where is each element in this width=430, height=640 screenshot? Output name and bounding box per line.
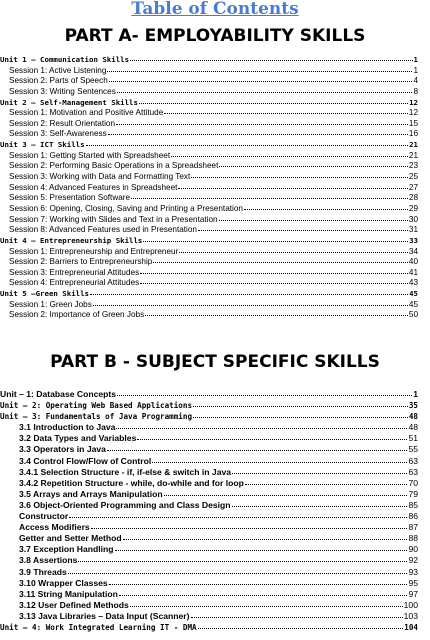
toc-entry-page: 51 xyxy=(408,433,418,444)
dot-leader xyxy=(152,462,407,463)
toc-entry[interactable] xyxy=(0,204,430,215)
toc-entry[interactable] xyxy=(0,247,430,258)
toc-entry-page: 12 xyxy=(409,97,418,107)
dot-leader xyxy=(193,417,408,418)
toc-entry-title: Session 1: Active Listening xyxy=(9,65,107,75)
dot-leader xyxy=(232,506,408,507)
toc-entry-page: 90 xyxy=(408,544,418,555)
dot-leader xyxy=(198,230,408,231)
dot-leader xyxy=(179,252,408,253)
toc-entry-page: 1 xyxy=(413,65,418,75)
toc-entry-page: 100 xyxy=(403,599,418,610)
dot-leader xyxy=(130,60,413,61)
dot-leader xyxy=(232,473,407,474)
toc-entry-title: 3.12 User Defined Methods xyxy=(19,599,129,610)
toc-entry[interactable] xyxy=(0,268,430,279)
toc-entry-title: Session 2: Performing Basic Operations in a Spreadsheet xyxy=(9,161,219,171)
dot-leader xyxy=(131,198,408,199)
toc-entry-title: Session 3: Entrepreneurial Attitudes xyxy=(9,267,140,277)
toc-entry-page: 63 xyxy=(408,466,418,477)
toc-entry[interactable] xyxy=(0,578,430,589)
toc-entry[interactable] xyxy=(0,215,430,226)
dot-leader xyxy=(119,595,408,596)
toc-entry-title: Session 4: Advanced Features in Spreadsheet xyxy=(9,182,178,192)
toc-entry-title: Session 1: Green Jobs xyxy=(9,299,92,309)
dot-leader xyxy=(171,156,408,157)
dot-leader xyxy=(245,484,408,485)
toc-title: Table of Contents xyxy=(131,0,299,19)
toc-entry-page: 27 xyxy=(408,182,418,192)
toc-entry-page: 93 xyxy=(408,566,418,577)
dot-leader xyxy=(116,428,407,429)
dot-leader xyxy=(191,177,408,178)
toc-entry-page: 86 xyxy=(408,511,418,522)
toc-entry[interactable] xyxy=(0,193,430,204)
toc-entry-page: 34 xyxy=(408,246,418,256)
toc-entry-page: 12 xyxy=(408,108,418,118)
toc-entry-page: 103 xyxy=(403,610,418,621)
toc-entry-page: 87 xyxy=(408,522,418,533)
toc-entry-page: 41 xyxy=(408,267,418,277)
dot-leader xyxy=(116,124,408,125)
toc-entry[interactable] xyxy=(0,300,430,311)
toc-entry[interactable] xyxy=(0,151,430,162)
dot-leader xyxy=(139,103,408,104)
toc-entry-title: Unit 3 – ICT Skills xyxy=(0,140,85,150)
dot-leader xyxy=(164,113,408,114)
toc-entry-page: 70 xyxy=(408,477,418,488)
dot-leader xyxy=(109,584,408,585)
toc-entry-page: 25 xyxy=(408,172,418,182)
toc-entry[interactable] xyxy=(0,511,430,522)
toc-entry-title: Session 2: Parts of Speech xyxy=(9,76,108,86)
toc-entry-page: 35 xyxy=(408,401,418,411)
toc-entry-title: 3.7 Exception Handling xyxy=(19,544,114,555)
toc-entry-page: 15 xyxy=(408,118,418,128)
toc-entry-page: 1 xyxy=(413,389,418,399)
dot-leader xyxy=(107,71,412,72)
toc-entry-title: Session 6: Opening, Closing, Saving and Printing a Presentation xyxy=(9,203,243,213)
toc-entry-page: 88 xyxy=(408,533,418,544)
toc-entry[interactable] xyxy=(0,225,430,236)
toc-entry[interactable] xyxy=(0,489,430,500)
dot-leader xyxy=(145,315,408,316)
toc-entry-page: 28 xyxy=(408,193,418,203)
toc-entry[interactable] xyxy=(0,478,430,489)
toc-entry-page: 8 xyxy=(413,86,418,96)
dot-leader xyxy=(108,134,408,135)
toc-entry[interactable] xyxy=(0,55,430,66)
toc-entry-title: Session 8: Advanced Features used in Presentation xyxy=(9,225,197,235)
toc-entry[interactable] xyxy=(0,544,430,555)
toc-entry[interactable] xyxy=(0,108,430,119)
toc-entry[interactable] xyxy=(0,433,430,444)
toc-entry-page: 95 xyxy=(408,577,418,588)
toc-entry-title: Unit – 3: Fundamentals of Java Programming xyxy=(0,412,193,422)
toc-entry-page: 92 xyxy=(408,555,418,566)
toc-entry-title: Getter and Setter Method xyxy=(19,533,122,544)
toc-entry-page: 4 xyxy=(413,76,418,86)
dot-leader xyxy=(191,617,403,618)
toc-entry-page: 85 xyxy=(408,499,418,510)
dot-leader xyxy=(130,606,403,607)
toc-entry-page: 97 xyxy=(408,588,418,599)
toc-entry[interactable] xyxy=(0,66,430,77)
dot-leader xyxy=(164,495,408,496)
toc-entry-title: 3.4.1 Selection Structure - if, if-else & switch in Java xyxy=(19,466,232,477)
dot-leader xyxy=(69,517,407,518)
dot-leader xyxy=(219,166,408,167)
toc-entry-title: 3.5 Arrays and Arrays Manipulation xyxy=(19,488,163,499)
toc-entry[interactable] xyxy=(0,278,430,289)
toc-entry-title: Session 1: Motivation and Positive Attitude xyxy=(9,108,164,118)
dot-leader xyxy=(219,220,408,221)
toc-entry-page: 43 xyxy=(408,278,418,288)
toc-entry-page: 33 xyxy=(409,235,418,245)
toc-entry-title: Unit 5 –Green Skills xyxy=(0,289,89,299)
dot-leader xyxy=(123,539,408,540)
toc-entry[interactable] xyxy=(0,467,430,478)
dot-leader xyxy=(78,561,407,562)
toc-entry-title: 3.10 Wrapper Classes xyxy=(19,577,108,588)
toc-entry-title: Unit – 2: Operating Web Based Applications xyxy=(0,401,193,411)
toc-entry[interactable] xyxy=(0,567,430,578)
toc-entry[interactable] xyxy=(0,400,430,411)
toc-entry[interactable] xyxy=(0,600,430,611)
toc-entry-title: Unit 1 – Communication Skills xyxy=(0,55,130,64)
part-a-toc-list xyxy=(0,55,430,321)
dot-leader xyxy=(68,573,408,574)
toc-entry[interactable] xyxy=(0,422,430,433)
toc-entry-page: 29 xyxy=(408,203,418,213)
toc-entry[interactable] xyxy=(0,87,430,98)
part-a-heading: PART A- EMPLOYABILITY SKILLS xyxy=(64,26,366,46)
toc-entry-page: 31 xyxy=(408,225,418,235)
toc-entry[interactable] xyxy=(0,183,430,194)
toc-entry-page: 23 xyxy=(408,161,418,171)
dot-leader xyxy=(178,188,407,189)
toc-entry[interactable] xyxy=(0,522,430,533)
toc-entry-title: 3.1 Introduction to Java xyxy=(19,422,116,433)
toc-entry-title: Session 3: Self-Awareness xyxy=(9,129,107,139)
dot-leader xyxy=(244,209,408,210)
dot-leader xyxy=(117,92,413,93)
toc-entry-page: 21 xyxy=(408,150,418,160)
toc-entry-title: Session 3: Working with Data and Formatting Text xyxy=(9,172,191,182)
toc-entry-title: 3.4.2 Repetition Structure - while, do-while and for loop xyxy=(19,477,244,488)
toc-entry-title: Session 2: Importance of Green Jobs xyxy=(9,310,145,320)
dot-leader xyxy=(86,145,409,146)
toc-entry-page: 48 xyxy=(408,412,418,422)
toc-entry[interactable] xyxy=(0,589,430,600)
dot-leader xyxy=(193,406,408,407)
toc-entry-title: Session 4: Entrepreneurial Attitudes xyxy=(9,278,140,288)
toc-entry-title: Session 2: Result Orientation xyxy=(9,118,116,128)
toc-entry-title: Session 2: Barriers to Entrepreneurship xyxy=(9,257,153,267)
toc-entry-page: 63 xyxy=(408,455,418,466)
toc-entry-title: 3.3 Operators in Java xyxy=(19,444,106,455)
dot-leader xyxy=(107,450,408,451)
toc-entry[interactable] xyxy=(0,98,430,109)
toc-entry[interactable] xyxy=(0,622,430,633)
toc-entry[interactable] xyxy=(0,236,430,247)
toc-entry-title: 3.4 Control Flow/Flow of Control xyxy=(19,455,152,466)
toc-entry[interactable] xyxy=(0,129,430,140)
toc-entry[interactable] xyxy=(0,140,430,151)
toc-entry[interactable] xyxy=(0,555,430,566)
toc-entry-title: 3.6 Object-Oriented Programming and Class Design xyxy=(19,499,231,510)
toc-entry-page: 55 xyxy=(408,444,418,455)
dot-leader xyxy=(91,528,408,529)
toc-entry-page: 48 xyxy=(408,422,418,433)
toc-entry-title: 3.11 String Manipulation xyxy=(19,588,118,599)
toc-entry-title: Unit – 1: Database Concepts xyxy=(0,389,117,399)
toc-entry-page: 45 xyxy=(408,299,418,309)
part-b-heading: PART B - SUBJECT SPECIFIC SKILLS xyxy=(50,352,380,372)
toc-entry-page: 1 xyxy=(413,55,418,64)
toc-entry[interactable] xyxy=(0,500,430,511)
dot-leader xyxy=(115,550,408,551)
toc-entry-page: 50 xyxy=(408,310,418,320)
toc-entry[interactable] xyxy=(0,161,430,172)
dot-leader xyxy=(153,262,408,263)
toc-entry-title: Constructor xyxy=(19,511,69,522)
dot-leader xyxy=(90,294,408,295)
toc-entry-title: Session 1: Entrepreneurship and Entrepreneur xyxy=(9,246,179,256)
toc-entry-page: 104 xyxy=(404,622,418,632)
dot-leader xyxy=(137,439,407,440)
toc-entry-title: 3.9 Threads xyxy=(19,566,67,577)
toc-entry-title: Session 1: Getting Started with Spreadsheet xyxy=(9,150,171,160)
toc-entry[interactable] xyxy=(0,456,430,467)
toc-entry-title: Unit – 4: Work Integrated Learning IT - DMA xyxy=(0,622,197,632)
toc-entry-page: 40 xyxy=(408,257,418,267)
toc-entry-title: Session 7: Working with Slides and Text in a Presentation xyxy=(9,214,218,224)
dot-leader xyxy=(117,395,412,396)
dot-leader xyxy=(198,628,404,629)
toc-entry[interactable] xyxy=(0,257,430,268)
toc-entry-title: Unit 4 – Entrepreneurship Skills xyxy=(0,235,143,245)
toc-entry-title: Unit 2 – Self-Management Skills xyxy=(0,97,138,107)
toc-entry[interactable] xyxy=(0,444,430,455)
toc-entry-page: 45 xyxy=(409,289,418,299)
toc-entry[interactable] xyxy=(0,119,430,130)
toc-entry-page: 21 xyxy=(409,140,418,150)
toc-entry[interactable] xyxy=(0,611,430,622)
toc-entry-title: Access Modifiers xyxy=(19,522,90,533)
toc-entry-page: 16 xyxy=(408,129,418,139)
toc-entry[interactable] xyxy=(0,389,430,400)
dot-leader xyxy=(143,241,408,242)
toc-entry-title: 3.8 Assertions xyxy=(19,555,78,566)
toc-entry[interactable] xyxy=(0,76,430,87)
toc-entry[interactable] xyxy=(0,289,430,300)
dot-leader xyxy=(93,305,408,306)
toc-entry-title: Session 3: Writing Sentences xyxy=(9,86,116,96)
toc-entry-title: Session 5: Presentation Software xyxy=(9,193,131,203)
toc-entry[interactable] xyxy=(0,411,430,422)
dot-leader xyxy=(140,273,408,274)
toc-entry-title: 3.13 Java Libraries – Data Input (Scanner) xyxy=(19,610,190,621)
dot-leader xyxy=(140,283,408,284)
toc-entry-page: 79 xyxy=(408,488,418,499)
dot-leader xyxy=(109,81,413,82)
toc-entry-title: 3.2 Data Types and Variables xyxy=(19,433,137,444)
toc-entry[interactable] xyxy=(0,310,430,321)
toc-entry[interactable] xyxy=(0,533,430,544)
toc-entry[interactable] xyxy=(0,172,430,183)
toc-entry-page: 30 xyxy=(408,214,418,224)
part-b-toc-list xyxy=(0,389,430,633)
